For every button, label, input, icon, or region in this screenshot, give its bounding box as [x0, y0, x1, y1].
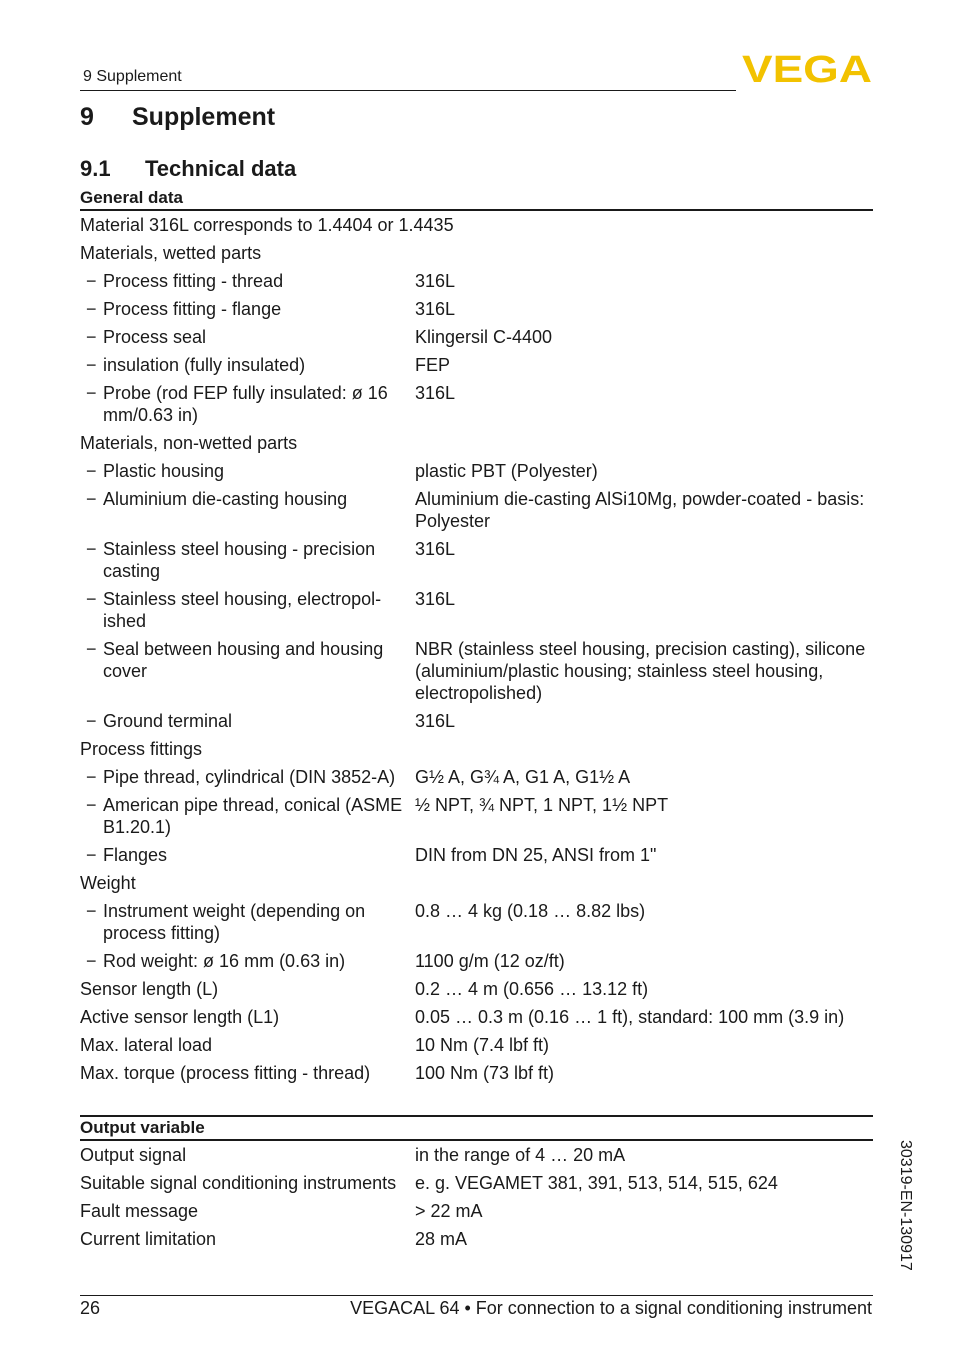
- table-row: [80, 897, 873, 947]
- table-row: [80, 975, 873, 1003]
- table-row: [80, 735, 873, 763]
- row-label: − Pipe thread, cylindrical (DIN 3852-A): [80, 766, 415, 788]
- row-value: 0.2 … 4 m (0.656 … 13.12 ft): [415, 979, 649, 999]
- row-label: − Stainless steel housing, electropol-ished: [80, 588, 415, 632]
- footer-title: VEGACAL 64 • For connection to a signal conditioning instrument: [350, 1298, 872, 1318]
- table-row: [80, 351, 873, 379]
- table-row: [80, 1031, 873, 1059]
- table-row: [80, 841, 873, 869]
- row-label: Suitable signal conditioning instruments: [80, 1173, 397, 1193]
- row-label: Fault message: [80, 1201, 199, 1221]
- row-label: Materials, wetted parts: [80, 243, 262, 263]
- svg-text:VEGA: VEGA: [742, 52, 872, 84]
- row-label: Output signal: [80, 1145, 187, 1165]
- table-row: [80, 1169, 873, 1197]
- row-value: > 22 mA: [415, 1201, 483, 1221]
- output-variable-section: [80, 1115, 873, 1253]
- table-row: [80, 763, 873, 791]
- row-value: 28 mA: [415, 1229, 468, 1249]
- table-row: [80, 379, 873, 429]
- row-label: Max. torque (process fitting - thread): [80, 1063, 371, 1083]
- row-label: Active sensor length (L1): [80, 1007, 280, 1027]
- table-row: [80, 1003, 873, 1031]
- row-label: − Stainless steel housing - precision casting: [80, 538, 415, 582]
- row-label: − Process seal: [80, 326, 415, 348]
- spec-table: [80, 1141, 873, 1253]
- table-row: [80, 485, 873, 535]
- row-value: e. g. VEGAMET 381, 391, 513, 514, 515, 624: [415, 1173, 778, 1193]
- row-label: − Rod weight: ø 16 mm (0.63 in): [80, 950, 415, 972]
- row-label: − Instrument weight (depending on process fitting): [80, 900, 415, 944]
- chapter-number: 9: [80, 103, 94, 131]
- row-label: − American pipe thread, conical (ASME B1.20.1): [80, 794, 415, 838]
- section-title: General data: [80, 188, 183, 207]
- row-label: − Ground terminal: [80, 710, 415, 732]
- row-value: G½ A, G¾ A, G1 A, G1½ A: [415, 767, 631, 787]
- row-label: − Process fitting - flange: [80, 298, 415, 320]
- row-label: − insulation (fully insulated): [80, 354, 415, 376]
- document-code: 30319-EN-130917: [897, 1140, 914, 1271]
- table-row: [80, 585, 873, 635]
- row-label: − Probe (rod FEP fully insulated: ø 16 mm/0.63 in): [80, 382, 415, 426]
- table-row: [80, 239, 873, 267]
- row-label: − Seal between housing and housing cover: [80, 638, 415, 682]
- row-value: NBR (stainless steel housing, precision casting), silicone (aluminium/plastic housing; stainless steel housing, electropolished): [415, 639, 866, 703]
- table-row: [80, 267, 873, 295]
- row-value: 316L: [415, 539, 456, 559]
- row-label: Current limitation: [80, 1229, 217, 1249]
- table-row: [80, 457, 873, 485]
- table-row: [80, 947, 873, 975]
- row-value: 1100 g/m (12 oz/ft): [415, 951, 565, 971]
- table-row: [80, 1141, 873, 1169]
- footer-rule: [80, 1295, 873, 1296]
- row-label: − Process fitting - thread: [80, 270, 415, 292]
- row-value: Aluminium die-casting AlSi10Mg, powder-coated - basis: Polyester: [415, 489, 865, 531]
- row-value: DIN from DN 25, ANSI from 1": [415, 845, 657, 865]
- header-rule: [80, 90, 736, 91]
- spec-table: [80, 211, 873, 1087]
- vega-logo: [742, 52, 872, 84]
- row-value: 0.05 … 0.3 m (0.16 … 1 ft), standard: 100 mm (3.9 in): [415, 1007, 845, 1027]
- row-label: − Plastic housing: [80, 460, 415, 482]
- table-row: [80, 295, 873, 323]
- row-label: − Flanges: [80, 844, 415, 866]
- table-row: [80, 635, 873, 707]
- row-label: Process fittings: [80, 739, 203, 759]
- page-number: 26: [80, 1298, 101, 1318]
- row-value: FEP: [415, 355, 451, 375]
- row-label: Max. lateral load: [80, 1035, 213, 1055]
- chapter-heading: [80, 103, 275, 132]
- table-row: [80, 1197, 873, 1225]
- row-value: in the range of 4 … 20 mA: [415, 1145, 626, 1165]
- row-value: 316L: [415, 589, 456, 609]
- row-value: 316L: [415, 711, 456, 731]
- row-label: Materials, non-wetted parts: [80, 433, 298, 453]
- table-row: [80, 869, 873, 897]
- row-label: Sensor length (L): [80, 979, 219, 999]
- table-row: [80, 211, 873, 239]
- table-row: [80, 429, 873, 457]
- row-value: plastic PBT (Polyester): [415, 461, 598, 481]
- subchapter-heading: [80, 156, 296, 182]
- table-row: [80, 535, 873, 585]
- table-row: [80, 791, 873, 841]
- section-title: Output variable: [80, 1118, 205, 1137]
- running-header: 9 Supplement: [83, 68, 182, 85]
- table-row: [80, 707, 873, 735]
- subchapter-number: 9.1: [80, 156, 111, 181]
- chapter-title: Supplement: [132, 103, 276, 131]
- general-data-section: [80, 187, 873, 1087]
- table-row: [80, 323, 873, 351]
- table-row: [80, 1225, 873, 1253]
- row-value: 316L: [415, 383, 456, 403]
- row-value: 316L: [415, 271, 456, 291]
- row-label: Weight: [80, 873, 136, 893]
- row-value: 10 Nm (7.4 lbf ft): [415, 1035, 550, 1055]
- row-value: Klingersil C-4400: [415, 327, 553, 347]
- row-value: 0.8 … 4 kg (0.18 … 8.82 lbs): [415, 901, 646, 921]
- row-value: 316L: [415, 299, 456, 319]
- row-label: Material 316L corresponds to 1.4404 or 1.4435: [80, 215, 454, 235]
- row-label: − Aluminium die-casting housing: [80, 488, 415, 510]
- table-row: [80, 1059, 873, 1087]
- row-value: ½ NPT, ¾ NPT, 1 NPT, 1½ NPT: [415, 795, 669, 815]
- subchapter-title: Technical data: [145, 156, 297, 181]
- row-value: 100 Nm (73 lbf ft): [415, 1063, 555, 1083]
